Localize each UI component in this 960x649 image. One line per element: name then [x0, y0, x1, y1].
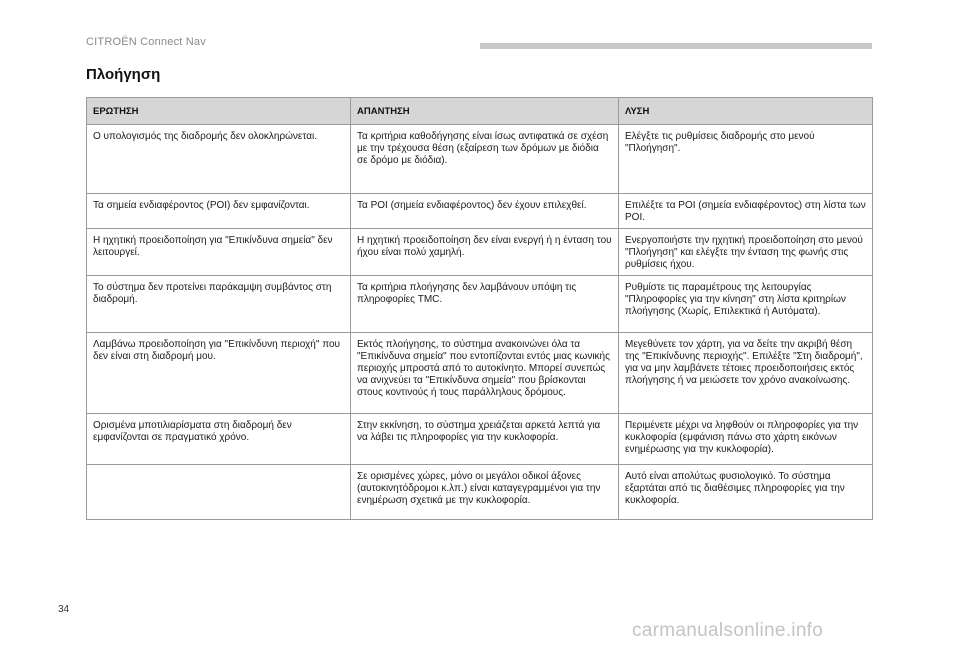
question-cell: Το σύστημα δεν προτείνει παράκαμψη συμβάντος στη διαδρομή.: [87, 276, 351, 333]
table-row: [87, 465, 873, 520]
answer-cell: Τα κριτήρια πλοήγησης δεν λαμβάνουν υπόψη τις πληροφορίες TMC.: [351, 276, 619, 333]
question-cell: Τα σημεία ενδιαφέροντος (POI) δεν εμφανίζονται.: [87, 194, 351, 229]
answer-cell: Εκτός πλοήγησης, το σύστημα ανακοινώνει όλα τα "Επικίνδυνα σημεία" που εντοπίζονται εντός μιας κωνικής περιοχής μπροστά από το αυτοκίνητο. Μπορεί συνεπώς να ανιχνεύει τα "Επικίνδυνα σημεία" που βρίσκονται στους κοντινούς ή τους παράλληλους δρόμους.: [351, 333, 619, 414]
question-cell: Ο υπολογισμός της διαδρομής δεν ολοκληρώνεται.: [87, 125, 351, 194]
answer-cell: Τα POI (σημεία ενδιαφέροντος) δεν έχουν επιλεχθεί.: [351, 194, 619, 229]
solution-cell: Ρυθμίστε τις παραμέτρους της λειτουργίας "Πληροφορίες για την κίνηση" στη λίστα κριτηρίων πλοήγησης (Χωρίς, Επιλεκτικά ή Αυτόματα).: [619, 276, 873, 333]
answer-cell: Στην εκκίνηση, το σύστημα χρειάζεται αρκετά λεπτά για να λάβει τις πληροφορίες για την κυκλοφορία.: [351, 414, 619, 465]
question-cell: [87, 465, 351, 520]
column-header-question: ΕΡΩΤΗΣΗ: [87, 98, 351, 125]
header-rule: [480, 43, 872, 49]
question-cell: Ορισμένα μποτιλιαρίσματα στη διαδρομή δεν εμφανίζονται σε πραγματικό χρόνο.: [87, 414, 351, 465]
solution-cell: Ενεργοποιήστε την ηχητική προειδοποίηση στο μενού "Πλοήγηση" και ελέγξτε την ένταση της φωνής στις ρυθμίσεις ήχου.: [619, 229, 873, 276]
solution-cell: Περιμένετε μέχρι να ληφθούν οι πληροφορίες για την κυκλοφορία (εμφάνιση πάνω στο χάρτη εικόνων ενημέρωσης για την κυκλοφορία).: [619, 414, 873, 465]
answer-cell: Τα κριτήρια καθοδήγησης είναι ίσως αντιφατικά σε σχέση με την τρέχουσα θέση (εξαίρεση των δρόμων με διόδια σε δρόμο με διόδια).: [351, 125, 619, 194]
answer-cell: Σε ορισμένες χώρες, μόνο οι μεγάλοι οδικοί άξονες (αυτοκινητόδρομοι κ.λπ.) είναι καταγεγραμμένοι για την ενημέρωση σχετικά με την κυκλοφορία.: [351, 465, 619, 520]
solution-cell: Μεγεθύνετε τον χάρτη, για να δείτε την ακριβή θέση της "Επικίνδυνης περιοχής". Επιλέξτε "Στη διαδρομή", για να μην λαμβάνετε τέτοιες προειδοποιήσεις εκτός πλοήγησης ή να μειώσετε τον χρόνο ανακοίνωσης.: [619, 333, 873, 414]
brand-header: CITROËN Connect Nav: [86, 36, 206, 48]
watermark-text: carmanualsonline.info: [632, 620, 824, 641]
column-header-answer: ΑΠΑΝΤΗΣΗ: [351, 98, 619, 125]
table-row: [87, 414, 873, 465]
faq-table: [86, 97, 873, 520]
question-cell: Λαμβάνω προειδοποίηση για "Επικίνδυνη περιοχή" που δεν είναι στη διαδρομή μου.: [87, 333, 351, 414]
table-row: [87, 194, 873, 229]
table-row: [87, 276, 873, 333]
answer-cell: Η ηχητική προειδοποίηση δεν είναι ενεργή ή η ένταση του ήχου είναι πολύ χαμηλή.: [351, 229, 619, 276]
solution-cell: Ελέγξτε τις ρυθμίσεις διαδρομής στο μενού "Πλοήγηση".: [619, 125, 873, 194]
question-cell: Η ηχητική προειδοποίηση για "Επικίνδυνα σημεία" δεν λειτουργεί.: [87, 229, 351, 276]
page-number: 34: [58, 604, 70, 615]
table-row: [87, 333, 873, 414]
solution-cell: Αυτό είναι απολύτως φυσιολογικό. Το σύστημα εξαρτάται από τις διαθέσιμες πληροφορίες για την κυκλοφορία.: [619, 465, 873, 520]
page-title: Πλοήγηση: [86, 66, 161, 83]
column-header-solution: ΛΥΣΗ: [619, 98, 873, 125]
table-row: [87, 125, 873, 194]
table-row: [87, 229, 873, 276]
solution-cell: Επιλέξτε τα POI (σημεία ενδιαφέροντος) στη λίστα των POI.: [619, 194, 873, 229]
table-header-row: [87, 98, 873, 125]
